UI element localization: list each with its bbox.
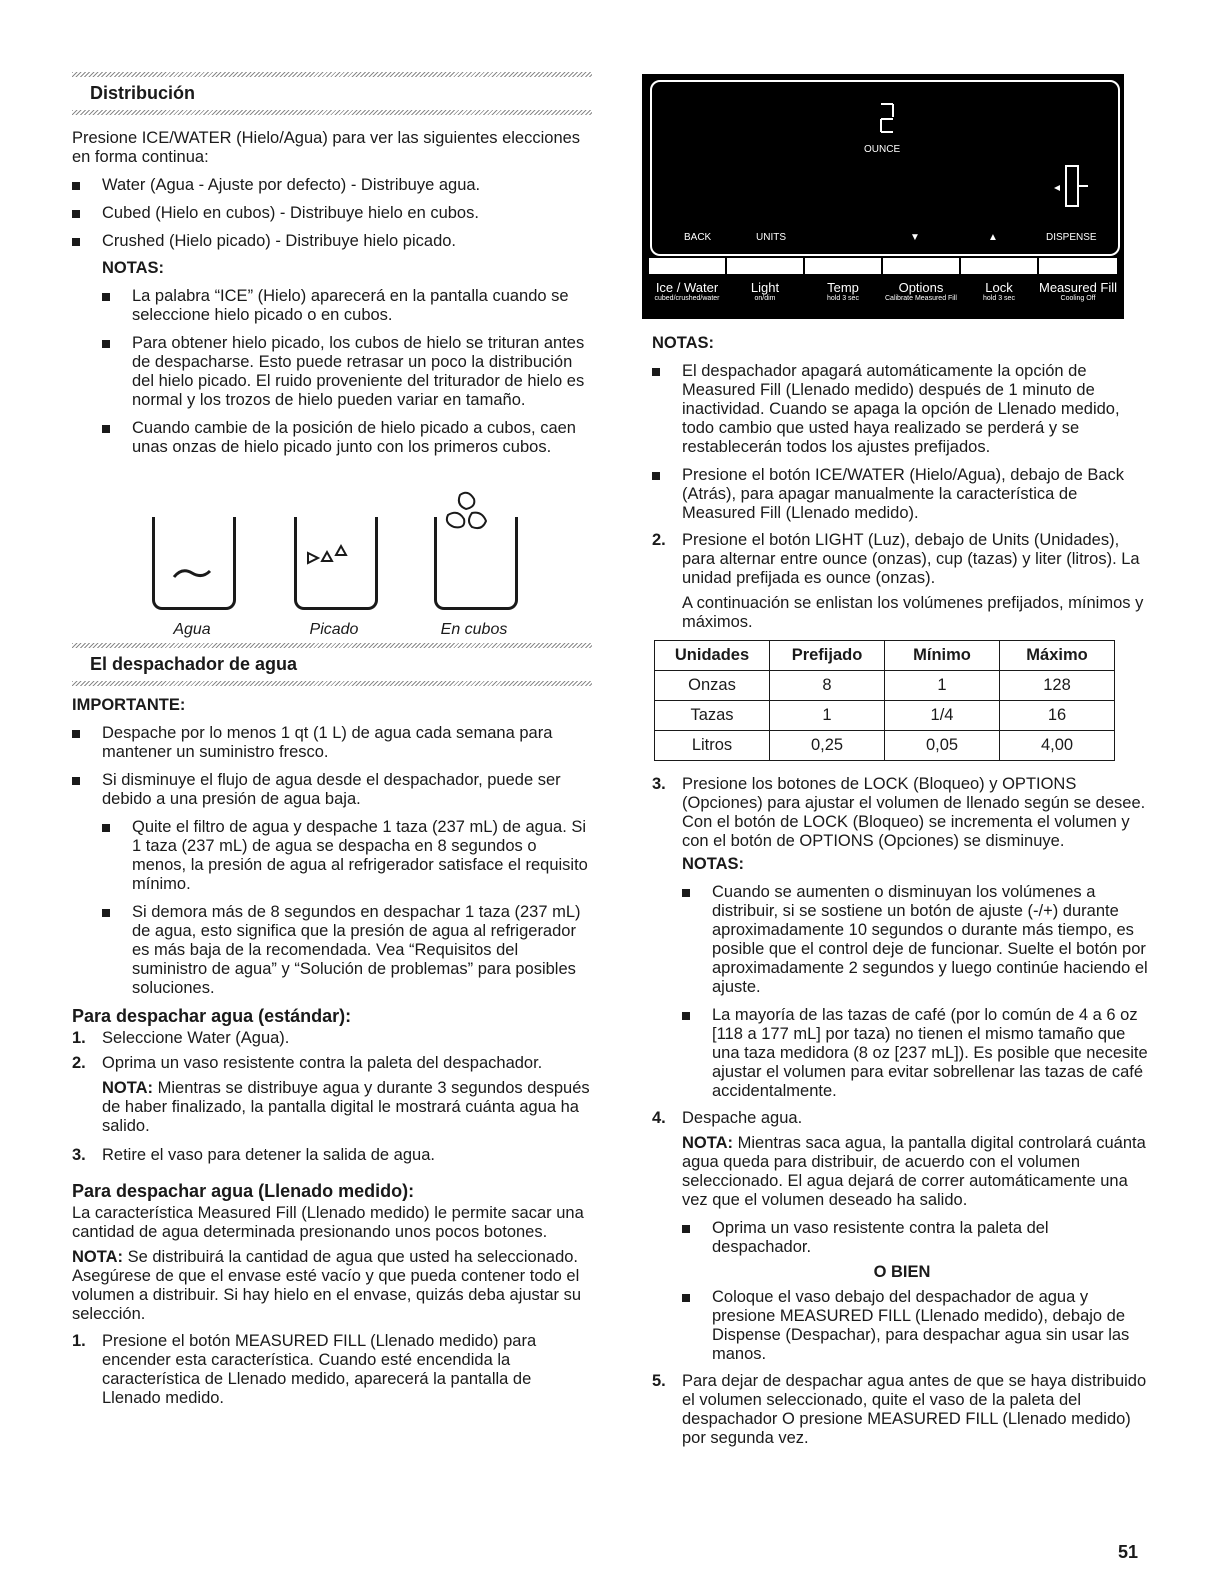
- list-item: Cuando se aumenten o disminuyan los volúmenes a distribuir, si se sostiene un botón de ajuste (-/+) durante aproximadamente 10 segundos o durante más tiempo, es posible que el control deje de funcionar. Suelte el botón por aproximadamente 2 segundos y luego continúe haciendo el ajuste.: [682, 883, 1152, 997]
- options-button[interactable]: Options Calibrate Measured Fill: [882, 258, 960, 315]
- table-header: Máximo: [1000, 641, 1115, 671]
- table-header: Mínimo: [885, 641, 1000, 671]
- crushed-ice-cup-icon: [294, 517, 378, 610]
- table-cell: Litros: [655, 731, 770, 761]
- down-arrow-icon: ▼: [910, 232, 920, 243]
- list-item: Cuando cambie de la posición de hielo picado a cubos, caen unas onzas de hielo picado junto con los primeros cubos.: [102, 419, 592, 457]
- table-cell: Tazas: [655, 701, 770, 731]
- intro-paragraph: Presione ICE/WATER (Hielo/Agua) para ver las siguientes elecciones en forma continua:: [72, 129, 581, 166]
- cup-label-cubos: En cubos: [440, 621, 508, 638]
- list-item: La palabra “ICE” (Hielo) aparecerá en la pantalla cuando se seleccione hielo picado o en cubos.: [102, 287, 592, 325]
- importante-label: IMPORTANTE:: [72, 696, 186, 714]
- list-item: Water (Agua - Ajuste por defecto) - Distribuye agua.: [72, 176, 592, 195]
- left-column: [72, 0, 592, 1408]
- table-cell: 128: [1000, 671, 1115, 701]
- heading-standard: Para despachar agua (estándar):: [72, 1006, 352, 1026]
- note-paragraph: NOTA: Mientras saca agua, la pantalla digital controlará cuánta agua queda para distribuir, de acuerdo con el volumen seleccionado. El agua dejará de correr automáticamente una vez que el volumen deseado ha salido.: [682, 1134, 1146, 1209]
- step-item: 2. Oprima un vaso resistente contra la paleta del despachador.: [72, 1054, 543, 1072]
- section-divider: [72, 681, 592, 686]
- table-row: [655, 701, 1115, 731]
- list-item: Si demora más de 8 segundos en despachar 1 taza (237 mL) de agua, esto significa que la presión de agua al refrigerador es más baja de la recomendada. Vea “Requisitos del suministro de agua” y “Solución de problemas” para posibles soluciones.: [102, 903, 592, 998]
- water-cup-icon: [152, 517, 236, 610]
- cup-label-picado: Picado: [309, 621, 359, 638]
- cup-label-agua: Agua: [173, 621, 211, 638]
- notas-label: NOTAS:: [652, 334, 715, 352]
- section-title-despachador: El despachador de agua: [90, 654, 298, 674]
- screen-label-dispense: DISPENSE: [1046, 232, 1097, 243]
- screen-label-back: BACK: [684, 232, 712, 243]
- list-item: Oprima un vaso resistente contra la paleta del despachador.: [682, 1219, 1152, 1257]
- note-paragraph: NOTA: Mientras se distribuye agua y durante 3 segundos después de haber finalizado, la pantalla digital le mostrará cuánta agua ha salido.: [102, 1079, 590, 1135]
- volume-table: [654, 640, 1115, 761]
- table-row: [655, 731, 1115, 761]
- list-item: Presione el botón ICE/WATER (Hielo/Agua), debajo de Back (Atrás), para apagar manualmente la característica de Measured Fill (Llenado medido).: [652, 466, 1152, 523]
- step-item: 1. Presione el botón MEASURED FILL (Llenado medido) para encender esta característica. Cuando esté encendida la característica de Llenado medido, aparecerá la pantalla de Llenado medido.: [72, 1332, 537, 1407]
- right-column: [652, 0, 1152, 1448]
- step-detail: A continuación se enlistan los volúmenes prefijados, mínimos y máximos.: [682, 594, 1144, 631]
- notas-label: NOTAS:: [102, 259, 165, 277]
- table-cell: Onzas: [655, 671, 770, 701]
- table-cell: 0,05: [885, 731, 1000, 761]
- up-arrow-icon: ▲: [988, 232, 998, 243]
- table-cell: 16: [1000, 701, 1115, 731]
- step-item: 1. Seleccione Water (Agua).: [72, 1029, 290, 1047]
- table-header: Prefijado: [770, 641, 885, 671]
- list-item: Cubed (Hielo en cubos) - Distribuye hielo en cubos.: [72, 204, 592, 223]
- table-cell: 1: [770, 701, 885, 731]
- table-cell: 1/4: [885, 701, 1000, 731]
- notas-label: NOTAS:: [682, 855, 745, 873]
- table-cell: 1: [885, 671, 1000, 701]
- temp-button[interactable]: Temp hold 3 sec: [804, 258, 882, 315]
- o-bien-label: O BIEN: [873, 1263, 931, 1281]
- mf-intro: La característica Measured Fill (Llenado medido) le permite sacar una cantidad de agua determinada presionando unos pocos botones.: [72, 1204, 584, 1241]
- list-item: Coloque el vaso debajo del despachador de agua y presione MEASURED FILL (Llenado medido), debajo de Dispense (Despachar), para despachar agua sin usar las manos.: [682, 1288, 1152, 1364]
- ounce-label: OUNCE: [864, 144, 901, 155]
- list-item: Despache por lo menos 1 qt (1 L) de agua cada semana para mantener un suministro fresco.: [72, 724, 592, 762]
- table-header-row: [655, 641, 1115, 671]
- ice-water-button[interactable]: Ice / Water cubed/crushed/water: [648, 258, 726, 315]
- mf-note: NOTA: Se distribuirá la cantidad de agua que usted ha seleccionado. Asegúrese de que el envase esté vacío y que pueda contener todo el volumen a distribuir. Si hay hielo en el envase, quizás deba ajustar su selección.: [72, 1248, 582, 1323]
- step-item: 2. Presione el botón LIGHT (Luz), debajo de Units (Unidades), para alternar entre ounce (onzas), cup (tazas) y liter (litros). La unidad prefijada es ounce (onzas).: [652, 531, 1140, 587]
- list-item: Para obtener hielo picado, los cubos de hielo se trituran antes de despacharse. Esto puede retrasar un poco la distribución del hielo picado. El ruido proveniente del triturador de hielo es normal y los trozos de hielo pueden variar en tamaño.: [102, 334, 592, 410]
- section-title-distribucion: Distribución: [90, 83, 196, 103]
- table-header: Unidades: [655, 641, 770, 671]
- step-item: 3. Retire el vaso para detener la salida de agua.: [72, 1146, 435, 1164]
- list-item: Si disminuye el flujo de agua desde el despachador, puede ser debido a una presión de agua baja.: [72, 771, 592, 809]
- step-item: 5. Para dejar de despachar agua antes de que se haya distribuido el volumen seleccionado, quite el vaso de la paleta del despachador O presione MEASURED FILL (Llenado medido) por segunda vez.: [652, 1372, 1147, 1447]
- step-item: 4. Despache agua.: [652, 1109, 803, 1127]
- section-divider: [72, 110, 592, 115]
- page-number: 51: [1118, 1542, 1139, 1562]
- lock-button[interactable]: Lock hold 3 sec: [960, 258, 1038, 315]
- list-item: El despachador apagará automáticamente la opción de Measured Fill (Llenado medido) después de 1 minuto de inactividad. Cuando se apaga la opción de Llenado medido, todo cambio que usted haya realizado se perderá y se restablecerán todos los ajustes prefijados.: [652, 362, 1152, 457]
- light-button[interactable]: Light on/dim: [726, 258, 804, 315]
- screen-label-units: UNITS: [756, 232, 786, 243]
- measured-fill-button[interactable]: Measured Fill Cooling Off: [1038, 258, 1118, 315]
- heading-measured-fill: Para despachar agua (Llenado medido):: [72, 1181, 415, 1201]
- list-item: Quite el filtro de agua y despache 1 taza (237 mL) de agua. Si 1 taza (237 mL) de agua se despacha en 8 segundos o menos, la presión de agua al refrigerador satisface el requisito mínimo.: [102, 818, 592, 894]
- list-item: La mayoría de las tazas de café (por lo común de 4 a 6 oz [118 a 177 mL] por taza) no tienen el mismo tamaño que una taza medidora (8 oz [237 mL]). Es posible que necesite ajustar el volumen para evitar sobrellenar las tazas de café accidentalmente.: [682, 1006, 1152, 1101]
- list-item: Crushed (Hielo picado) - Distribuye hielo picado.: [72, 232, 592, 251]
- table-row: [655, 671, 1115, 701]
- table-cell: 0,25: [770, 731, 885, 761]
- dispense-illustrations: [72, 487, 592, 637]
- table-cell: 8: [770, 671, 885, 701]
- step-item: 3. Presione los botones de LOCK (Bloqueo) y OPTIONS (Opciones) para ajustar el volumen de llenado según se desee. Con el botón de LOCK (Bloqueo) se incrementa el volumen y con el botón de OPTIONS (Opciones) se disminuye.: [652, 775, 1146, 850]
- table-cell: 4,00: [1000, 731, 1115, 761]
- ice-cubes-icon: [440, 487, 510, 547]
